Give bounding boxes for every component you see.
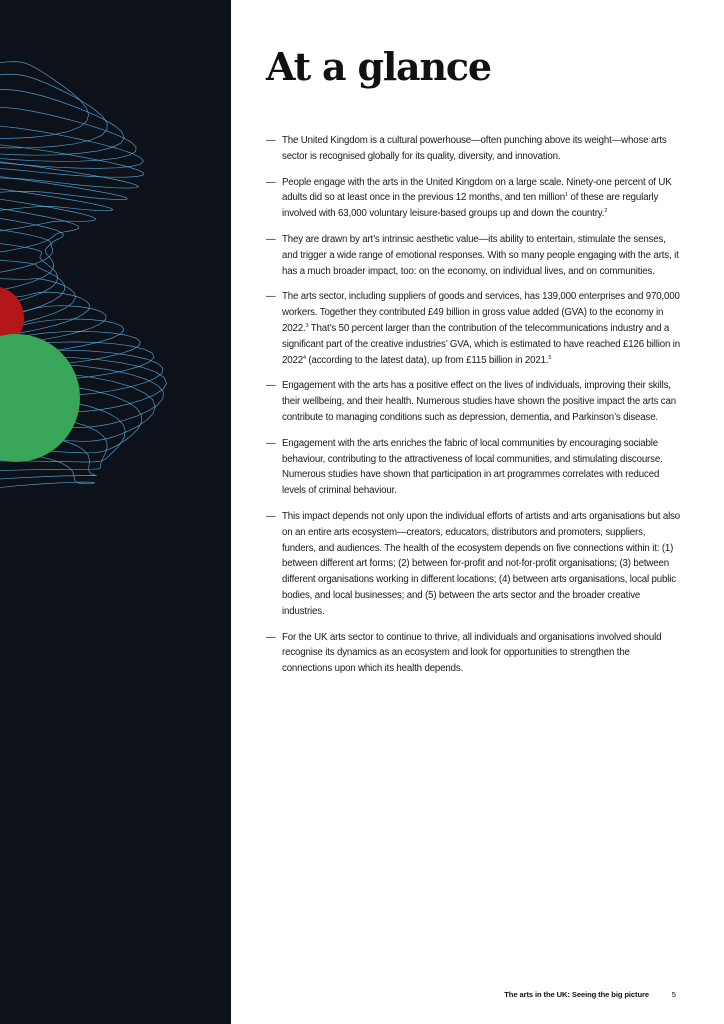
footer-report-title: The arts in the UK: Seeing the big picture	[504, 990, 649, 999]
footnote-marker: 4	[302, 354, 306, 361]
dash-bullet: —	[266, 233, 276, 245]
key-point-text: They are drawn by art’s intrinsic aesthetic value—its ability to entertain, stimulate the senses, and trigger a wide range of emotional responses. With so many people engaging with the arts, it has a much broader impact, too: on the economy, on individual lives, and on communities.	[282, 233, 679, 277]
key-points-list	[266, 133, 680, 687]
key-point-item	[266, 509, 680, 620]
wave-line	[0, 74, 107, 148]
key-point-text: The United Kingdom is a cultural powerhouse—often punching above its weight—whose arts sector is recognised globally for its quality, diversity, and innovation.	[282, 135, 667, 162]
dash-bullet: —	[266, 437, 276, 449]
key-point-text: Engagement with the arts enriches the fabric of local communities by encouraging sociable behaviour, contributing to the attractiveness of local communities, and stimulating discourse. Numerous studies have shown that participation in art programmes correlates with reduced levels of criminal behaviour.	[282, 437, 663, 497]
footnote-marker: 5	[548, 354, 552, 361]
wave-line	[0, 181, 113, 222]
green-circle-shape	[0, 334, 80, 462]
key-point-item	[266, 232, 680, 279]
dash-bullet: —	[266, 176, 276, 188]
page-title: At a glance	[266, 44, 491, 89]
key-point-item	[266, 133, 680, 165]
wave-line	[0, 62, 89, 139]
decorative-sidebar	[0, 0, 231, 1024]
key-point-text: Engagement with the arts has a positive effect on the lives of individuals, improving their skills, their wellbeing, and their health. Numerous studies have shown the positive impact the arts can contribute to managing conditions such as depression, dementia, and Parkinson’s disease.	[282, 380, 676, 423]
key-point-text: People engage with the arts in the United Kingdom on a large scale. Ninety-one percent of UK adults did so at least once in the previous 12 months, and ten million	[282, 176, 672, 204]
dash-bullet: —	[266, 510, 276, 522]
dash-bullet: —	[266, 135, 276, 146]
wave-line	[0, 171, 127, 206]
key-point-text: That’s 50 percent larger than the contribution of the telecommunications industry and a significant part of the creative industries’ GVA, which is estimated to have reached £126 billion in 2022	[282, 322, 681, 366]
wave-line	[0, 107, 136, 161]
footnote-marker: 3	[305, 322, 309, 329]
wave-line	[0, 158, 139, 191]
key-point-item	[266, 630, 680, 677]
key-point-item	[266, 436, 680, 499]
wave-lines-illustration	[0, 0, 231, 1024]
dash-bullet: —	[266, 380, 276, 392]
footnote-marker: 1	[565, 192, 568, 199]
key-point-text: For the UK arts sector to continue to thrive, all individuals and organisations involved should recognise its dynamics as an ecosystem and look for opportunities to strengthen the connections upon which its health depends.	[282, 631, 662, 675]
key-point-text: This impact depends not only upon the individual efforts of artists and arts organisations but also on an entire arts ecosystem—creators, educators, distributors and promoters, suppliers, funders, and audiences. The health of the ecosystem depends on five connections within it: (1) between different art forms; (2) between for-profit and not-for-profit organisations; (3) between different organisations working in different locations; (4) between arts organisations, local public bodies, and local businesses; and (5) between the arts sector and the broader creative industries.	[282, 510, 681, 617]
page-number: 5	[671, 990, 676, 999]
key-point-item	[266, 289, 680, 368]
dash-bullet: —	[266, 291, 276, 303]
key-point-item	[266, 175, 680, 222]
wave-line	[0, 190, 96, 241]
dash-bullet: —	[266, 631, 276, 643]
key-point-item	[266, 378, 680, 425]
footnote-marker: 2	[604, 208, 608, 215]
wave-line	[0, 209, 64, 279]
key-point-text: of these are regularly involved with 63,000 voluntary leisure-based groups up and down the country.	[282, 192, 659, 220]
key-point-text: (according to the latest data), up from £115 billion in 2021.	[305, 354, 549, 366]
key-point-text: The arts sector, including suppliers of goods and services, has 139,000 enterprises and 970,000 workers. Together they contributed £49 billion in gross value added (GVA) to the economy in 2022.	[282, 291, 680, 334]
